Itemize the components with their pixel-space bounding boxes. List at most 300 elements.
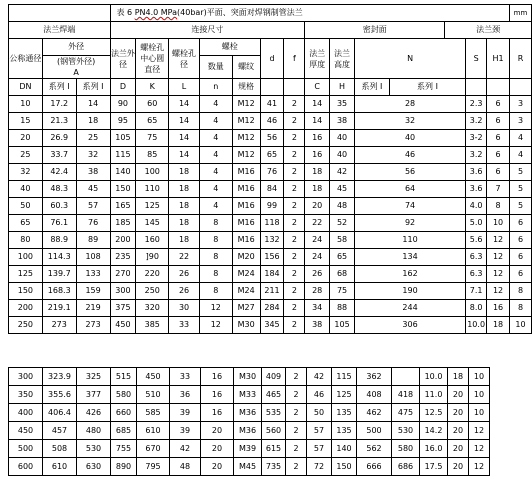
table-cell: 2 xyxy=(284,215,305,232)
table-cell: 270 xyxy=(110,266,136,283)
table-cell: 150 xyxy=(332,458,357,476)
table-cell: 510 xyxy=(137,386,170,404)
table-cell: 250 xyxy=(9,317,43,334)
table-cell: 385 xyxy=(136,317,169,334)
table-cell: 2 xyxy=(284,266,305,283)
table-cell: 211 xyxy=(260,283,284,300)
table-cell: 10 xyxy=(509,317,531,334)
header-bolt-hole: 螺栓孔径 xyxy=(169,39,200,79)
table-cell: M16 xyxy=(232,232,260,249)
table-cell: 38 xyxy=(76,164,110,181)
table-cell: 2 xyxy=(286,386,307,404)
table-cell: 20 xyxy=(201,458,234,476)
table-cell: 2 xyxy=(284,317,305,334)
table-cell: 34 xyxy=(305,300,330,317)
table-cell: 18 xyxy=(76,113,110,130)
table-cell: 114.3 xyxy=(42,249,76,266)
table-cell: 46 xyxy=(355,147,466,164)
table-cell: 21.3 xyxy=(42,113,76,130)
table-row xyxy=(9,198,532,215)
table-cell: 159 xyxy=(76,283,110,300)
header-n: N xyxy=(355,39,466,79)
table-cell: 45 xyxy=(330,181,355,198)
table-cell: 26 xyxy=(169,283,200,300)
table-cell: 400 xyxy=(9,404,43,422)
table-cell: 88.9 xyxy=(42,232,76,249)
table-cell: 795 xyxy=(137,458,170,476)
table-cell: 20 xyxy=(448,440,469,458)
table-cell: 20 xyxy=(448,386,469,404)
table-cell: 5.0 xyxy=(466,215,487,232)
table-cell: 140 xyxy=(110,164,136,181)
header-od: 外径 xyxy=(42,39,110,56)
table-cell: 145 xyxy=(136,215,169,232)
table-row xyxy=(9,422,513,440)
table-cell: 418 xyxy=(392,386,420,404)
header-qty: 数量 xyxy=(199,56,232,79)
table-cell: 8 xyxy=(199,215,232,232)
table-cell: 133 xyxy=(76,266,110,283)
table-cell: 406.4 xyxy=(43,404,77,422)
table-cell: 2 xyxy=(286,404,307,422)
table-cell: 10.0 xyxy=(466,317,487,334)
table-cell: 6 xyxy=(509,232,531,249)
table-cell: 8 xyxy=(199,232,232,249)
table-cell: 325 xyxy=(77,368,111,386)
table-cell: 24 xyxy=(305,232,330,249)
units-label: mm xyxy=(509,5,531,22)
table-cell: 25 xyxy=(76,130,110,147)
header-height: 法兰高度 xyxy=(330,39,355,79)
table-cell: 56 xyxy=(260,130,284,147)
table-cell: M20 xyxy=(232,249,260,266)
table-cell: 50 xyxy=(9,198,43,215)
table-cell: 125 xyxy=(136,198,169,215)
table-cell: 18 xyxy=(169,232,200,249)
table-cell: 12 xyxy=(469,422,490,440)
table-cell: M16 xyxy=(232,164,260,181)
table-cell: 508 xyxy=(43,440,77,458)
table-cell: 45 xyxy=(76,181,110,198)
header-nominal: 公称通径 xyxy=(9,39,43,79)
table-cell: M30 xyxy=(234,368,262,386)
symbol-spec: 规格 xyxy=(232,79,260,96)
table-cell: 244 xyxy=(355,300,466,317)
table-row xyxy=(9,96,532,113)
table-cell: 56 xyxy=(355,164,466,181)
table-cell: 165 xyxy=(110,198,136,215)
table-cell: 3-2 xyxy=(466,130,487,147)
table-cell: 457 xyxy=(43,422,77,440)
table-cell: 6 xyxy=(487,113,510,130)
table-cell: 350 xyxy=(9,386,43,404)
table-cell: 409 xyxy=(262,368,286,386)
table-cell: M36 xyxy=(234,404,262,422)
table-cell: 168.3 xyxy=(42,283,76,300)
table-cell: 17.2 xyxy=(42,96,76,113)
table-cell: 5.6 xyxy=(466,232,487,249)
table-cell: 300 xyxy=(9,368,43,386)
table-cell: 26.9 xyxy=(42,130,76,147)
symbol-d: D xyxy=(110,79,136,96)
table-cell: 450 xyxy=(9,422,43,440)
table-cell: 18 xyxy=(169,181,200,198)
table-cell: 14 xyxy=(169,130,200,147)
symbol-dn: DN xyxy=(9,79,43,96)
table-cell: 5 xyxy=(509,164,531,181)
table-cell: 46 xyxy=(307,386,332,404)
table-cell: 74 xyxy=(355,198,466,215)
table-cell: M30 xyxy=(232,317,260,334)
table-cell: M16 xyxy=(232,198,260,215)
table-cell: 610 xyxy=(43,458,77,476)
table-row xyxy=(9,130,532,147)
table-cell: M39 xyxy=(234,440,262,458)
table-cell: 32 xyxy=(76,147,110,164)
table-cell: 20 xyxy=(201,422,234,440)
table-cell: 890 xyxy=(111,458,137,476)
header-bolt: 螺栓 xyxy=(199,39,260,56)
table-cell: 38 xyxy=(305,317,330,334)
table-cell: 14.2 xyxy=(420,422,448,440)
header-h1: H1 xyxy=(487,39,510,79)
table-cell: 20 xyxy=(201,440,234,458)
table-cell: 160 xyxy=(136,232,169,249)
table-cell: M27 xyxy=(232,300,260,317)
table-cell: 50 xyxy=(307,404,332,422)
table-cell: 585 xyxy=(137,404,170,422)
table-cell: 15 xyxy=(9,113,43,130)
table-row xyxy=(9,113,532,130)
table-cell: 135 xyxy=(332,422,357,440)
table-cell: 14 xyxy=(305,113,330,130)
table-cell: 273 xyxy=(42,317,76,334)
symbol-n: n xyxy=(199,79,232,96)
header-d: d xyxy=(260,39,284,79)
table-cell: 355.6 xyxy=(43,386,77,404)
table-cell: 99 xyxy=(260,198,284,215)
table-cell: 630 xyxy=(77,458,111,476)
table-cell: 12 xyxy=(469,440,490,458)
table-cell: 12 xyxy=(469,458,490,476)
table-cell: 20 xyxy=(9,130,43,147)
table-cell: 2 xyxy=(286,422,307,440)
table-cell: 57 xyxy=(307,440,332,458)
table-cell: 375 xyxy=(110,300,136,317)
table-cell: 184 xyxy=(260,266,284,283)
table-cell: 755 xyxy=(111,440,137,458)
table-cell: 42.4 xyxy=(42,164,76,181)
header-thread: 螺纹 xyxy=(232,56,260,79)
table-cell: 60 xyxy=(136,96,169,113)
table-cell: 110 xyxy=(355,232,466,249)
table-cell: 26 xyxy=(169,266,200,283)
table-cell: 4 xyxy=(199,198,232,215)
table-cell: 500 xyxy=(357,422,392,440)
symbol-series: 系列 I xyxy=(76,79,110,96)
table-cell: 562 xyxy=(357,440,392,458)
table-cell: 6 xyxy=(509,249,531,266)
table-cell: 2 xyxy=(284,249,305,266)
table-row xyxy=(9,283,532,300)
table-cell: 105 xyxy=(330,317,355,334)
table-cell: 10 xyxy=(9,96,43,113)
table-cell: 150 xyxy=(9,283,43,300)
table-cell: ]90 xyxy=(136,249,169,266)
symbol-k: K xyxy=(136,79,169,96)
table-cell: 345 xyxy=(260,317,284,334)
table-cell: M16 xyxy=(232,215,260,232)
table-cell: 30 xyxy=(169,300,200,317)
header-s: S xyxy=(466,39,487,79)
table-cell: 666 xyxy=(357,458,392,476)
flange-table-lower xyxy=(8,367,513,476)
table-cell: 36 xyxy=(170,386,201,404)
table-cell: M12 xyxy=(232,113,260,130)
header-f: f xyxy=(284,39,305,79)
table-cell: 6 xyxy=(509,215,531,232)
table-cell: 46 xyxy=(260,113,284,130)
table-cell: 42 xyxy=(170,440,201,458)
group-seal: 密封面 xyxy=(305,22,445,39)
table-cell: 48 xyxy=(330,198,355,215)
table-cell: 16.0 xyxy=(420,440,448,458)
table-cell: 465 xyxy=(262,386,286,404)
table-cell: 2 xyxy=(286,440,307,458)
table-cell: 377 xyxy=(77,386,111,404)
table-cell: 4 xyxy=(199,96,232,113)
table-cell: 16 xyxy=(487,300,510,317)
table-row xyxy=(9,249,532,266)
table-cell: 68 xyxy=(330,266,355,283)
section-gap xyxy=(0,352,532,367)
table-cell: 60.3 xyxy=(42,198,76,215)
table-row xyxy=(9,266,532,283)
table-cell: 7.1 xyxy=(466,283,487,300)
table-row xyxy=(9,440,513,458)
table-cell: M16 xyxy=(232,181,260,198)
table-cell: 95 xyxy=(110,113,136,130)
table-row xyxy=(9,368,513,386)
table-cell: 16 xyxy=(201,368,234,386)
table-cell: 2 xyxy=(284,283,305,300)
table-cell: 450 xyxy=(110,317,136,334)
table-cell: 515 xyxy=(111,368,137,386)
table-cell: 2.3 xyxy=(466,96,487,113)
table-cell: 80 xyxy=(9,232,43,249)
table-header xyxy=(9,5,532,96)
symbol-n-series: 系列 I xyxy=(355,79,390,96)
table-row xyxy=(9,317,532,334)
table-cell: 76.1 xyxy=(42,215,76,232)
table-cell: 6.3 xyxy=(466,266,487,283)
table-cell: 14 xyxy=(169,147,200,164)
table-cell: 450 xyxy=(137,368,170,386)
table-cell: 64 xyxy=(355,181,466,198)
table-cell: 660 xyxy=(111,404,137,422)
table-cell: 185 xyxy=(110,215,136,232)
table-cell: 300 xyxy=(110,283,136,300)
table-cell: 3.2 xyxy=(466,147,487,164)
table-cell: 25 xyxy=(9,147,43,164)
group-flange-weld: 法兰焊端 xyxy=(9,22,111,39)
table-cell: 28 xyxy=(305,283,330,300)
header-flange-od: 法兰外径 xyxy=(110,39,136,79)
table-cell: 139.7 xyxy=(42,266,76,283)
table-cell: 92 xyxy=(355,215,466,232)
table-cell: 220 xyxy=(136,266,169,283)
table-cell: 3.6 xyxy=(466,164,487,181)
table-cell: 20 xyxy=(448,422,469,440)
table-cell: 125 xyxy=(9,266,43,283)
table-cell: 250 xyxy=(136,283,169,300)
table-cell: 10.0 xyxy=(420,368,448,386)
table-cell: 22 xyxy=(169,249,200,266)
table-cell: 8.0 xyxy=(466,300,487,317)
table-cell: 89 xyxy=(76,232,110,249)
table-cell: 284 xyxy=(260,300,284,317)
table-cell: 11.0 xyxy=(420,386,448,404)
table-cell: 18 xyxy=(169,198,200,215)
table-cell: 8 xyxy=(487,198,510,215)
table-cell: 39 xyxy=(170,404,201,422)
table-cell: 10 xyxy=(469,368,490,386)
table-row xyxy=(9,300,532,317)
table-cell: 5 xyxy=(509,181,531,198)
table-cell: 40 xyxy=(9,181,43,198)
table-cell: 4 xyxy=(199,147,232,164)
table-row xyxy=(9,215,532,232)
table-cell: 8 xyxy=(199,283,232,300)
table-cell: 100 xyxy=(9,249,43,266)
table-cell: 85 xyxy=(136,147,169,164)
table-row xyxy=(9,232,532,249)
table-cell: M45 xyxy=(234,458,262,476)
table-cell: 2 xyxy=(286,368,307,386)
table-cell: 24 xyxy=(305,249,330,266)
table-cell: 76 xyxy=(76,215,110,232)
table-cell: 6 xyxy=(487,147,510,164)
table-cell: 10 xyxy=(469,404,490,422)
table-cell: 6 xyxy=(487,164,510,181)
table-cell: 57 xyxy=(76,198,110,215)
table-cell: 4 xyxy=(509,147,531,164)
table-cell: 156 xyxy=(260,249,284,266)
table-cell: 500 xyxy=(9,440,43,458)
table-cell: 18 xyxy=(448,368,469,386)
table-cell: 33 xyxy=(169,317,200,334)
table-cell: 14 xyxy=(305,96,330,113)
header-od-sub: (钢管外径) A xyxy=(42,56,110,79)
table-cell xyxy=(392,368,420,386)
table-body-main xyxy=(9,96,532,334)
table-cell: 48.3 xyxy=(42,181,76,198)
table-cell: 323.9 xyxy=(43,368,77,386)
table-cell: 6 xyxy=(487,130,510,147)
table-cell: 475 xyxy=(392,404,420,422)
table-cell: 42 xyxy=(307,368,332,386)
table-cell: 219 xyxy=(76,300,110,317)
table-cell: 52 xyxy=(330,215,355,232)
table-cell: 6 xyxy=(509,266,531,283)
table-row xyxy=(9,164,532,181)
table-cell: 2 xyxy=(284,96,305,113)
table-cell: 2 xyxy=(284,300,305,317)
table-cell: 4 xyxy=(199,181,232,198)
table-row xyxy=(9,181,532,198)
table-cell: 480 xyxy=(77,422,111,440)
symbol-l: L xyxy=(169,79,200,96)
header-r: R xyxy=(509,39,531,79)
table-cell: 162 xyxy=(355,266,466,283)
table-cell: 362 xyxy=(357,368,392,386)
table-cell: 200 xyxy=(9,300,43,317)
table-cell: 28 xyxy=(355,96,466,113)
table-cell: 5 xyxy=(509,198,531,215)
table-cell: 3 xyxy=(509,96,531,113)
table-cell: 26 xyxy=(305,266,330,283)
table-cell: 16 xyxy=(201,386,234,404)
table-cell: 535 xyxy=(262,404,286,422)
table-cell: 20 xyxy=(305,198,330,215)
table-cell: 408 xyxy=(357,386,392,404)
table-cell: 685 xyxy=(111,422,137,440)
table-cell: 134 xyxy=(355,249,466,266)
table-cell: 12 xyxy=(487,232,510,249)
table-cell: M12 xyxy=(232,130,260,147)
table-cell: 4 xyxy=(199,130,232,147)
table-cell: 76 xyxy=(260,164,284,181)
table-cell: 20 xyxy=(448,404,469,422)
table-cell: 3 xyxy=(509,113,531,130)
table-cell: 14 xyxy=(169,96,200,113)
table-row xyxy=(9,458,513,476)
flange-table-main xyxy=(8,4,532,334)
table-cell: 3.2 xyxy=(466,113,487,130)
table-cell: 10 xyxy=(469,386,490,404)
group-connection: 连接尺寸 xyxy=(110,22,305,39)
table-cell: 16 xyxy=(305,147,330,164)
table-cell: 135 xyxy=(332,404,357,422)
table-cell: 75 xyxy=(330,283,355,300)
table-row xyxy=(9,147,532,164)
table-cell: 14 xyxy=(169,113,200,130)
table-cell: 6 xyxy=(487,96,510,113)
table-cell: M36 xyxy=(234,422,262,440)
table-cell: 90 xyxy=(110,96,136,113)
table-cell: 7 xyxy=(487,181,510,198)
table-cell: 48 xyxy=(170,458,201,476)
table-cell: 58 xyxy=(330,232,355,249)
table-cell: 4 xyxy=(199,113,232,130)
table-cell: 39 xyxy=(170,422,201,440)
table-cell: 580 xyxy=(111,386,137,404)
table-cell: 12 xyxy=(199,300,232,317)
table-cell: 530 xyxy=(392,422,420,440)
table-cell: M12 xyxy=(232,96,260,113)
table-cell: 219.1 xyxy=(42,300,76,317)
table-cell: 18 xyxy=(169,164,200,181)
table-cell: 32 xyxy=(9,164,43,181)
table-cell: 42 xyxy=(330,164,355,181)
table-cell: 18 xyxy=(487,317,510,334)
table-cell: 610 xyxy=(137,422,170,440)
table-cell: 200 xyxy=(110,232,136,249)
table-cell: 4.0 xyxy=(466,198,487,215)
table-cell: 8 xyxy=(199,266,232,283)
table-cell: 12 xyxy=(199,317,232,334)
table-cell: 235 xyxy=(110,249,136,266)
